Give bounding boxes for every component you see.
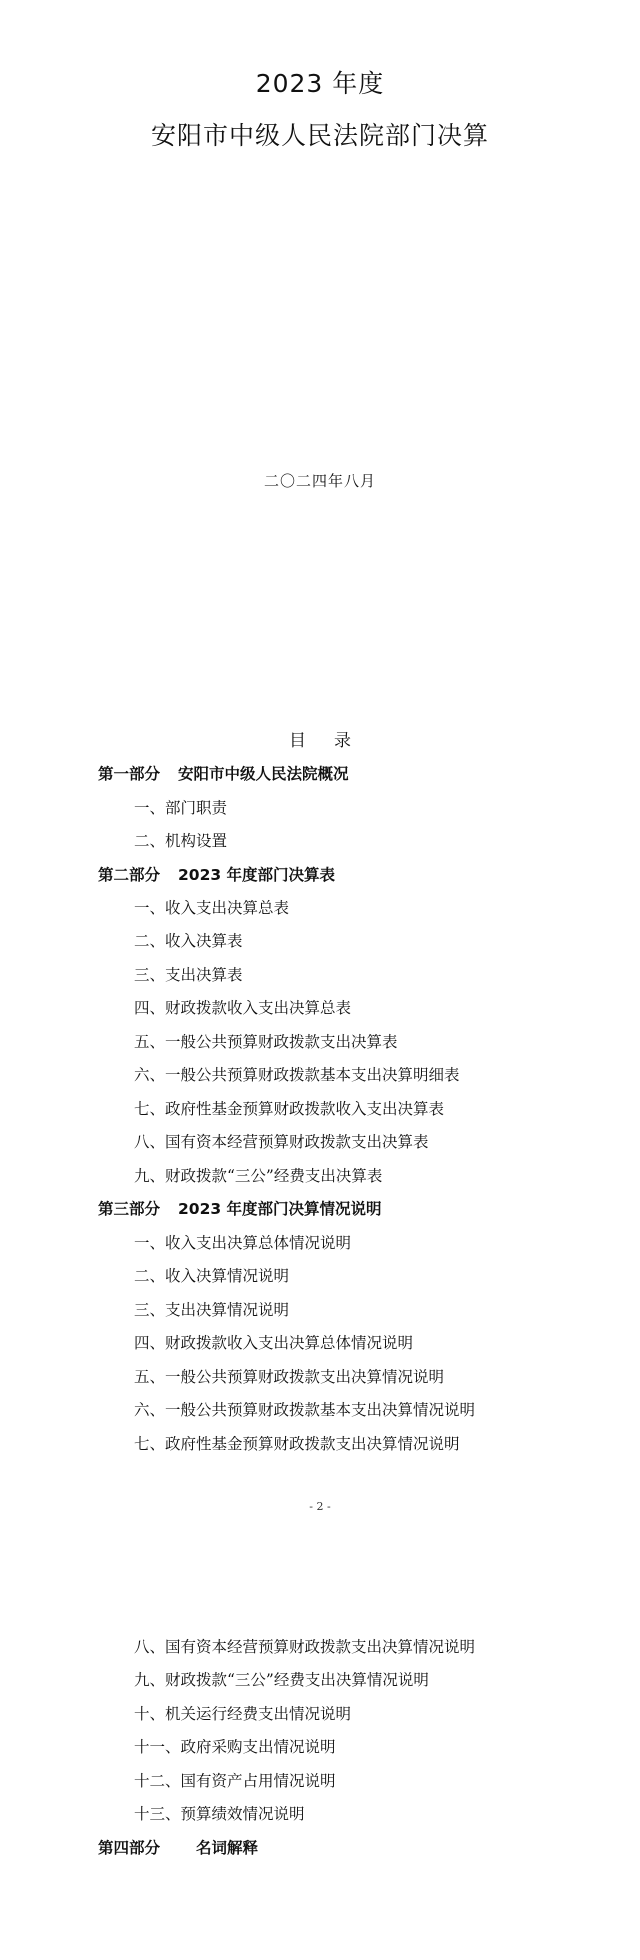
cover-date: 二〇二四年八月 xyxy=(263,472,376,490)
toc-item: 五、一般公共预算财政拨款支出决算情况说明 xyxy=(134,1368,445,1386)
toc-item: 十三、预算绩效情况说明 xyxy=(134,1805,305,1823)
toc-part-title: 安阳市中级人民法院概况 xyxy=(178,765,349,783)
toc-item: 六、一般公共预算财政拨款基本支出决算情况说明 xyxy=(134,1401,476,1419)
toc-heading-right: 录 xyxy=(334,731,351,751)
toc-item: 三、支出决算情况说明 xyxy=(134,1301,290,1319)
toc-part-title: 2023 年度部门决算表 xyxy=(178,866,336,884)
toc-heading-left: 目 xyxy=(289,731,306,751)
toc-part-4 xyxy=(98,1836,258,1858)
cover-year-title: 2023 年度 xyxy=(255,69,385,98)
toc-part-title: 2023 年度部门决算情况说明 xyxy=(178,1200,382,1218)
toc-item: 六、一般公共预算财政拨款基本支出决算明细表 xyxy=(134,1066,460,1084)
toc-item: 七、政府性基金预算财政拨款支出决算情况说明 xyxy=(134,1435,460,1453)
toc-heading xyxy=(0,726,640,751)
toc-item: 四、财政拨款收入支出决算总表 xyxy=(134,999,352,1017)
toc-item: 一、收入支出决算总表 xyxy=(134,899,290,917)
toc-item: 九、财政拨款“三公”经费支出决算情况说明 xyxy=(134,1671,429,1689)
toc-item: 十一、政府采购支出情况说明 xyxy=(134,1738,336,1756)
toc-item: 一、部门职责 xyxy=(134,799,228,817)
toc-item: 九、财政拨款“三公”经费支出决算表 xyxy=(134,1167,383,1185)
toc-item: 八、国有资本经营预算财政拨款支出决算情况说明 xyxy=(134,1638,476,1656)
toc-part-label: 第二部分 xyxy=(98,866,161,884)
toc-item: 十二、国有资产占用情况说明 xyxy=(134,1772,336,1790)
toc-item: 二、收入决算表 xyxy=(134,932,243,950)
toc-item: 十、机关运行经费支出情况说明 xyxy=(134,1705,352,1723)
toc-part-3 xyxy=(98,1197,382,1219)
toc-part-label: 第四部分 xyxy=(98,1839,161,1857)
toc-item: 二、机构设置 xyxy=(134,832,228,850)
toc-item: 七、政府性基金预算财政拨款收入支出决算表 xyxy=(134,1100,445,1118)
toc-item: 五、一般公共预算财政拨款支出决算表 xyxy=(134,1033,398,1051)
toc-part-2 xyxy=(98,863,335,885)
toc-item: 八、国有资本经营预算财政拨款支出决算表 xyxy=(134,1133,429,1151)
toc-part-1 xyxy=(98,762,349,784)
toc-part-label: 第三部分 xyxy=(98,1200,161,1218)
page-number: - 2 - xyxy=(309,1500,331,1513)
toc-part-label: 第一部分 xyxy=(98,765,161,783)
toc-item: 二、收入决算情况说明 xyxy=(134,1267,290,1285)
toc-item: 一、收入支出决算总体情况说明 xyxy=(134,1234,352,1252)
cover-department-title: 安阳市中级人民法院部门决算 xyxy=(150,121,489,150)
toc-item: 三、支出决算表 xyxy=(134,966,243,984)
toc-item: 四、财政拨款收入支出决算总体情况说明 xyxy=(134,1334,414,1352)
toc-part-title: 名词解释 xyxy=(196,1839,259,1857)
